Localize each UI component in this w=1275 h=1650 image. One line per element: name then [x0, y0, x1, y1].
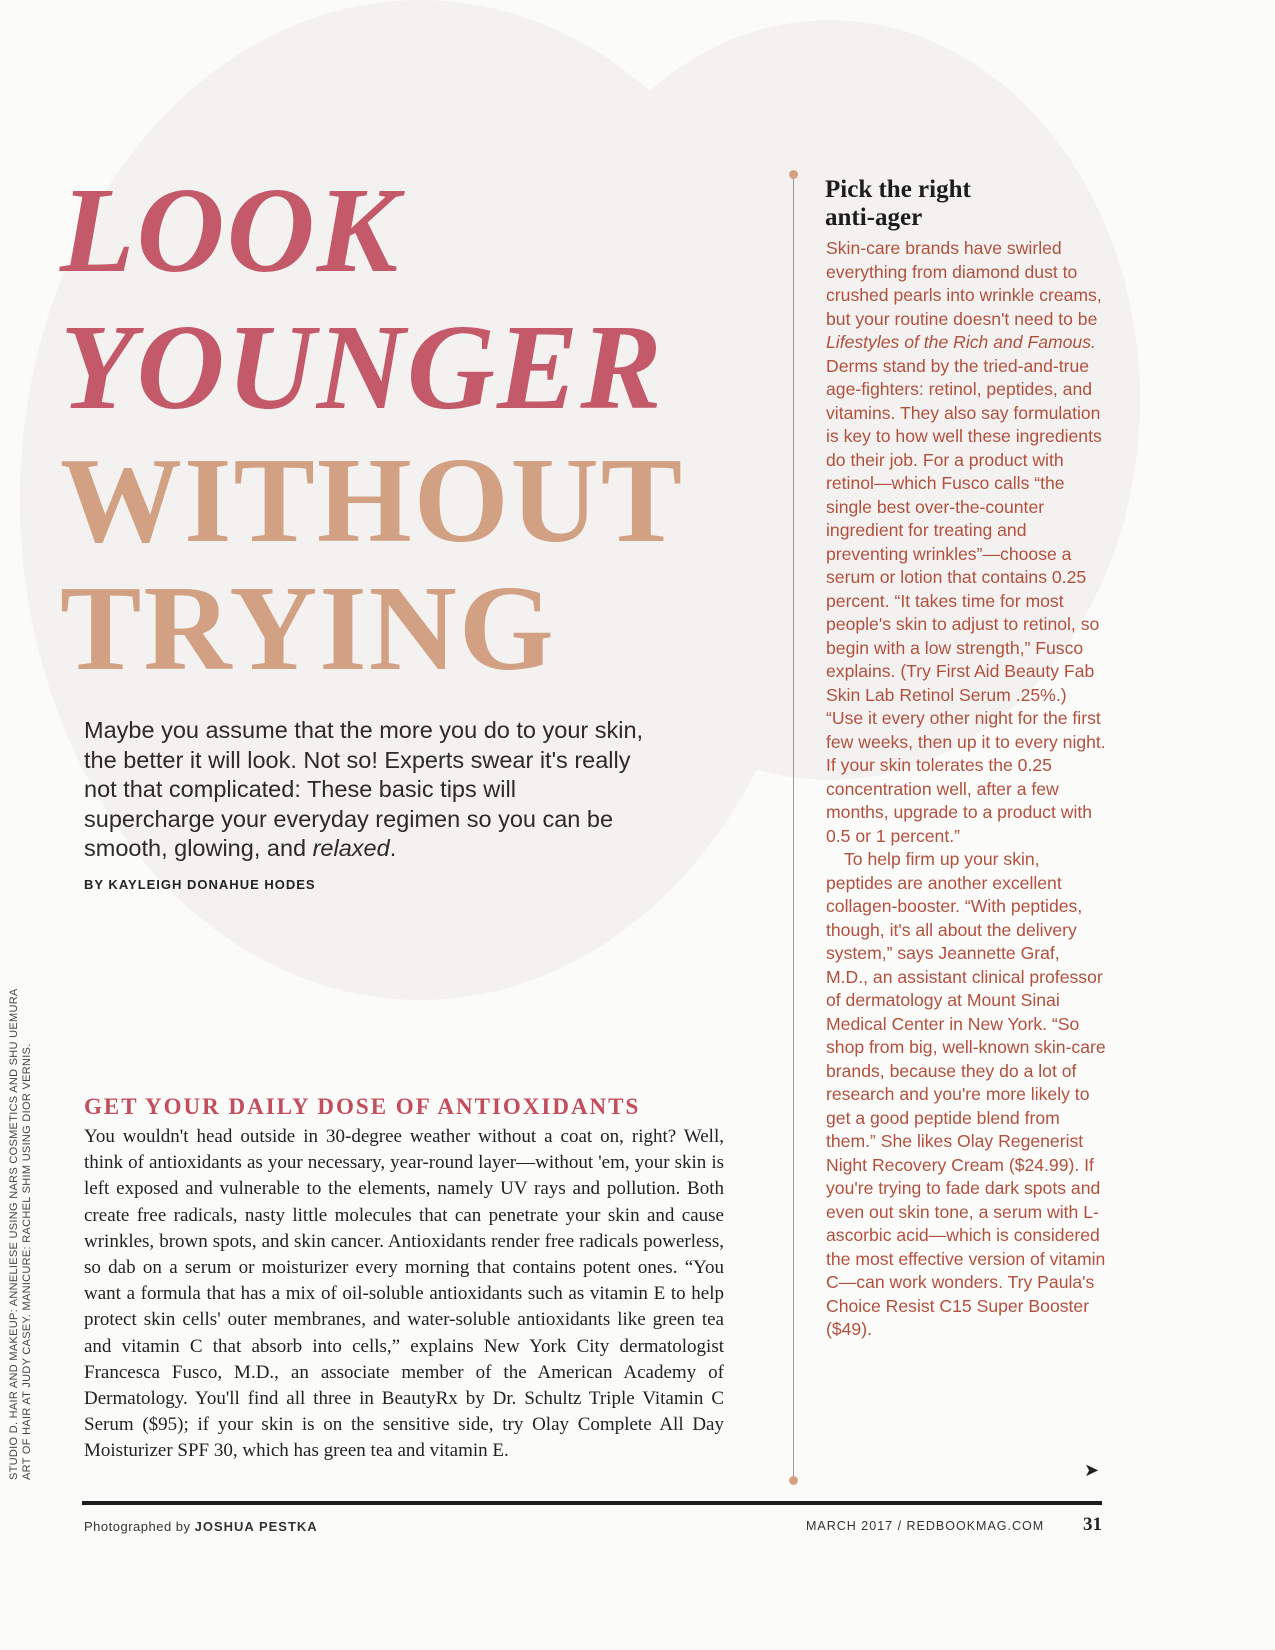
- divider-dot-bottom: [789, 1476, 798, 1485]
- section-body: You wouldn't head outside in 30-degree weather without a coat on, right? Well, think of antioxidants as your necessary, year-round layer—without 'em, your skin is left exposed and vulnerable to the elements, namely UV rays and pollution. Both create free radicals, nasty little molecules that can penetrate your skin and cause wrinkles, brown spots, and skin cancer. Antioxidants render free radicals powerless, so dab on a serum or moisturizer every morning that contains potent ones. “You want a formula that has a mix of oil-soluble antioxidants such as vitamin E to help protect skin cells' outer membranes, and water-soluble antioxidants like green tea and vitamin C that absorb into cells,” explains New York City dermatologist Francesca Fusco, M.D., an associate member of the American Academy of Dermatology. You'll find all three in BeautyRx by Dr. Schultz Triple Vitamin C Serum ($95); if your skin is on the sensitive side, try Olay Complete All Day Moisturizer SPF 30, which has green tea and vitamin E.: [84, 1126, 724, 1462]
- headline-look: LOOK: [60, 163, 401, 298]
- headline-without: WITHOUT: [60, 433, 685, 568]
- photographer-name: JOSHUA PESTKA: [194, 1519, 318, 1534]
- intro-text: Maybe you assume that the more you do to your skin, the better it will look. Not so! Experts swear it's really not that complicated: These basic tips will supercharge your everyday regimen so you can be smooth, glowing, and: [84, 717, 644, 861]
- page-number: 31: [1083, 1514, 1102, 1535]
- divider-dot-top: [789, 170, 798, 179]
- issue-info: MARCH 2017 / REDBOOKMAG.COM: [806, 1519, 1045, 1533]
- footer-rule: [82, 1501, 1102, 1505]
- intro-emphasis: relaxed: [312, 835, 390, 861]
- section-heading: GET YOUR DAILY DOSE OF ANTIOXIDANTS: [84, 1094, 641, 1119]
- sidebar-body: [826, 237, 1106, 1342]
- intro-end: .: [389, 835, 397, 861]
- photographer-credit: [84, 1519, 318, 1534]
- sidebar-text: Skin-care brands have swirled everything from diamond dust to crushed pearls into wrinkle creams, but your routine doesn't need to be: [826, 238, 1102, 329]
- headline-trying: TRYING: [60, 561, 556, 696]
- headline-younger: YOUNGER: [60, 300, 664, 435]
- sidebar-heading: Pick the right anti-ager: [825, 176, 971, 231]
- sidebar-text: Derms stand by the tried-and-true age-fighters: retinol, peptides, and vitamins. They also say formulation is key to how well these ingredients do their job. For a product with retinol—which Fusco calls “the single best over-the-counter ingredient for treating and preventing wrinkles”—choose a serum or lotion that contains 0.25 percent. “It takes time for most people's skin to adjust to retinol, so begin with a low strength,” Fusco explains. (Try First Aid Beauty Fab Skin Lab Retinol Serum .25%.) “Use it every other night for the first few weeks, then up it to every night. If your skin tolerates the 0.25 concentration well, after a few months, upgrade to a product with 0.5 or 1 percent.”: [826, 355, 1106, 846]
- continue-arrow-icon: ➤: [1084, 1460, 1100, 1480]
- sidebar-italic: Lifestyles of the Rich and Famous.: [826, 332, 1096, 352]
- credit-line: STUDIO D. HAIR AND MAKEUP: ANNELIESE USING NARS COSMETICS AND SHU UEMURA: [8, 988, 20, 1480]
- sidebar-paragraph: [826, 237, 1106, 848]
- photo-credit: [8, 988, 34, 1480]
- byline: BY KAYLEIGH DONAHUE HODES: [84, 877, 316, 892]
- sidebar-paragraph: To help firm up your skin, peptides are another excellent collagen-booster. “With peptides, though, it's all about the delivery system,” says Jeannette Graf, M.D., an assistant clinical professor of dermatology at Mount Sinai Medical Center in New York. “So shop from big, well-known skin-care brands, because they do a lot of research and you're more likely to get a good peptide blend from them.” She likes Olay Regenerist Night Recovery Cream ($24.99). If you're trying to fade dark spots and even out skin tone, a serum with L-ascorbic acid—which is considered the most effective version of vitamin C—can work wonders. Try Paula's Choice Resist C15 Super Booster ($49).: [826, 849, 1106, 1339]
- column-divider: [793, 175, 794, 1481]
- credit-line: ART OF HAIR AT JUDY CASEY. MANICURE: RACHEL SHIM USING DIOR VERNIS.: [21, 1043, 33, 1480]
- intro-paragraph: [84, 716, 644, 864]
- photo-label: Photographed by: [84, 1519, 195, 1534]
